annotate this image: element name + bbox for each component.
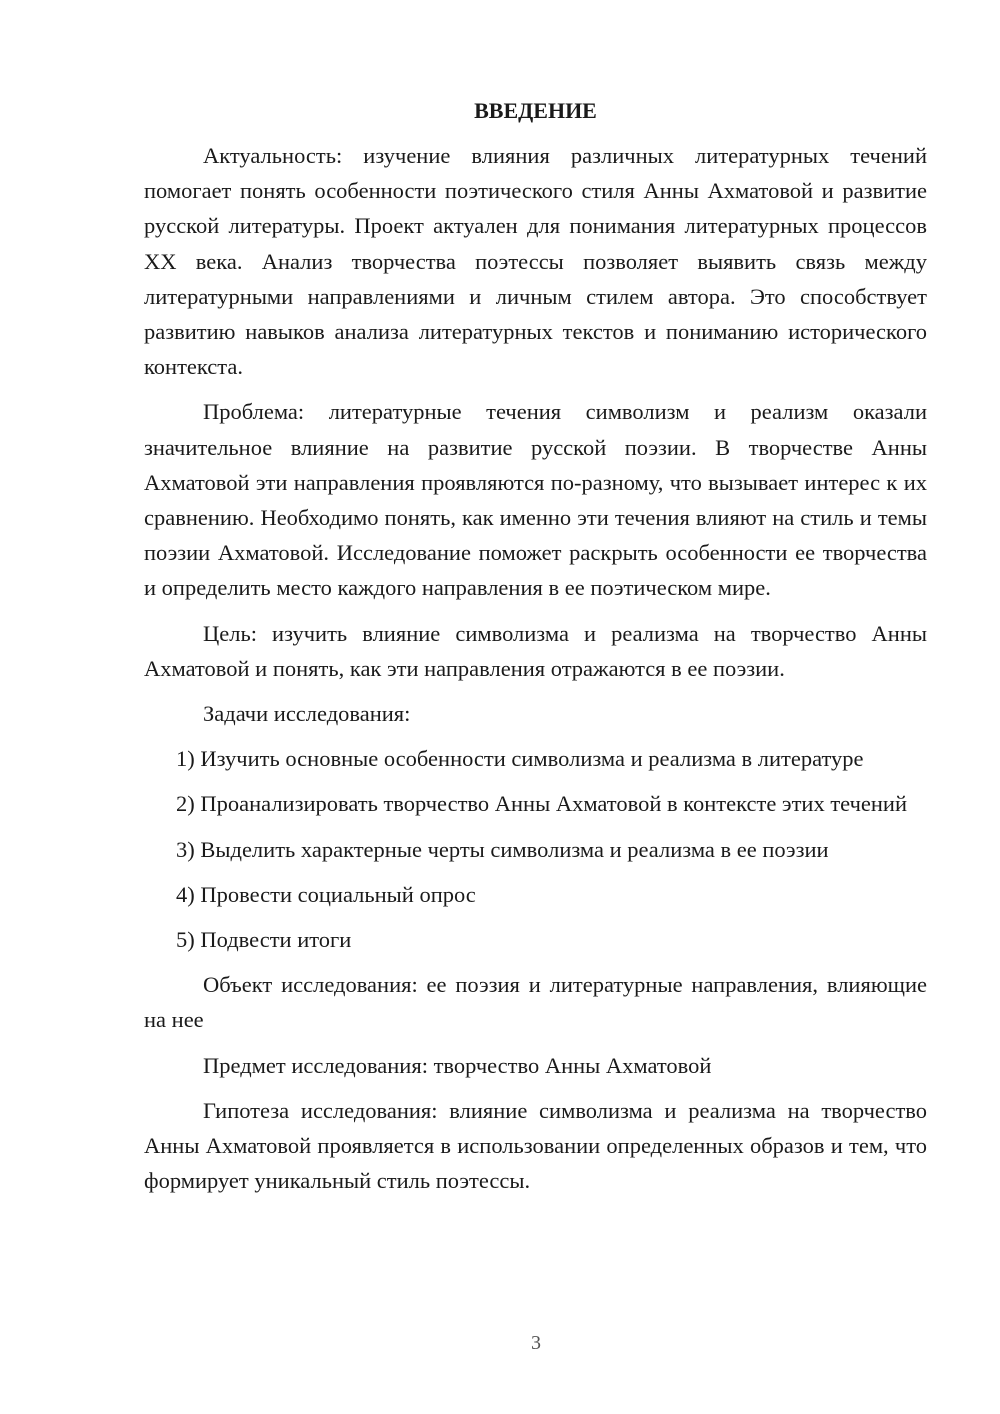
page-content bbox=[144, 96, 927, 1208]
task-item-2: 2) Проанализировать творчество Анны Ахматовой в контексте этих течений bbox=[176, 791, 908, 817]
task-item-3: 3) Выделить характерные черты символизма и реализма в ее поэзии bbox=[176, 836, 829, 862]
task-item-1: 1) Изучить основные особенности символизма и реализма в литературе bbox=[176, 746, 864, 772]
goal-paragraph: Цель: изучить влияние символизма и реализма на творчество Анны Ахматовой и понять, как эти направления отражаются в ее поэзии. bbox=[144, 620, 927, 681]
task-item-4: 4) Провести социальный опрос bbox=[176, 881, 476, 907]
task-item-5: 5) Подвести итоги bbox=[176, 927, 352, 953]
page-number: 3 bbox=[531, 1332, 541, 1354]
tasks-heading: Задачи исследования: bbox=[203, 701, 411, 727]
subject-paragraph: Предмет исследования: творчество Анны Ахматовой bbox=[203, 1052, 712, 1078]
section-title: ВВЕДЕНИЕ bbox=[474, 98, 597, 123]
relevance-paragraph: Актуальность: изучение влияния различных литературных течений помогает понять особенности поэтического стиля Анны Ахматовой и развитие русской литературы. Проект актуален для понимания литературных процессов XX века. Анализ творчества поэтессы позволяет выявить связь между литературными направлениями и личным стилем автора. Это способствует развитию навыков анализа литературных текстов и пониманию исторического контекста. bbox=[144, 143, 927, 380]
object-paragraph: Объект исследования: ее поэзия и литературные направления, влияющие на нее bbox=[144, 972, 927, 1033]
hypothesis-paragraph: Гипотеза исследования: влияние символизма и реализма на творчество Анны Ахматовой проявляется в использовании определенных образов и тем, что формирует уникальный стиль поэтессы. bbox=[144, 1097, 927, 1194]
problem-paragraph: Проблема: литературные течения символизм и реализм оказали значительное влияние на развитие русской поэзии. В творчестве Анны Ахматовой эти направления проявляются по-разному, что вызывает интерес к их сравнению. Необходимо понять, как именно эти течения влияют на стиль и темы поэзии Ахматовой. Исследование поможет раскрыть особенности ее творчества и определить место каждого направления в ее поэтическом мире. bbox=[144, 399, 927, 601]
